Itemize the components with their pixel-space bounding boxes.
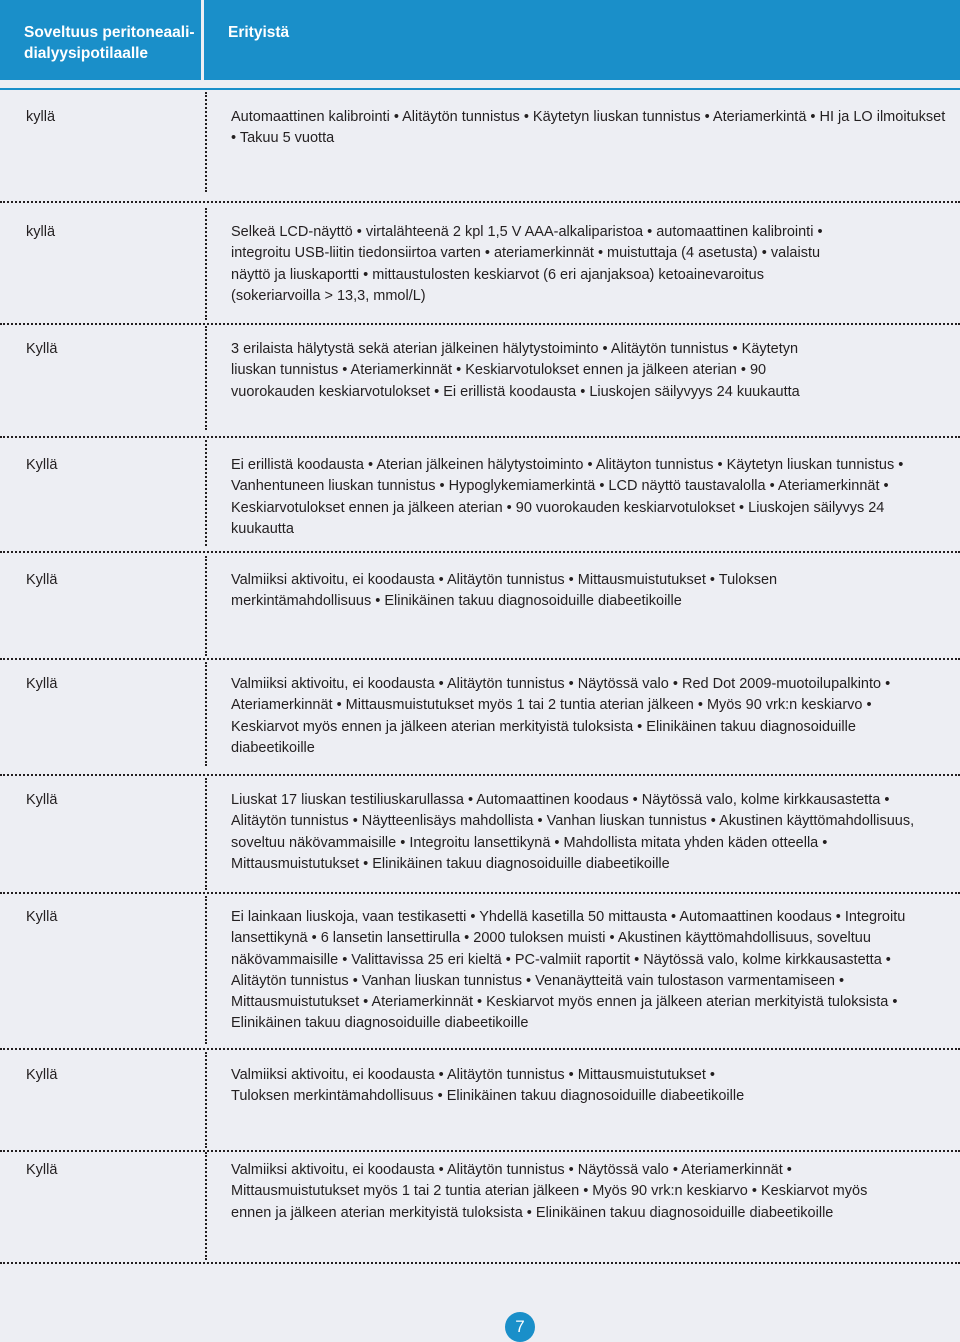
suitability-cell: kyllä: [26, 224, 56, 240]
suitability-cell: Kyllä: [26, 909, 58, 925]
row-divider: [0, 201, 960, 203]
header-special: Erityistä: [204, 0, 960, 80]
suitability-cell: Kyllä: [26, 341, 58, 357]
header-divider: [0, 88, 960, 90]
header-suitability-line1: Soveltuus peritoneaali-: [24, 24, 195, 41]
column-divider: [205, 1052, 207, 1148]
suitability-cell: kyllä: [26, 109, 56, 125]
suitability-cell: Kyllä: [26, 457, 58, 473]
features-cell: Ei lainkaan liuskoja, vaan testikasetti • Yhdellä kasetilla 50 mittausta • Automaattinen koodaus • Integroitu lansettikynä • 6 lansetin lansettirulla • 2000 tuloksen muisti • Akustinen käyttömahdollisuus, soveltuu näkövammaisille • Valittavissa 25 eri kieltä • PC-valmiit raportit • Näytössä valo, kolme kirkkausastetta • Alitäytön tunnistus • Vanhan liuskan tunnistus • Venanäytteitä vain tulostason varmentamiseen • Mittausmuistutukset • Ateriamerkinnät • Keskiarvot myös ennen ja jälkeen aterian merkityistä tuloksista • Elinikäinen takuu diagnosoiduille diabeetikoille: [231, 909, 906, 1032]
suitability-cell: Kyllä: [26, 676, 58, 692]
row-divider: [0, 892, 960, 894]
column-divider: [205, 662, 207, 766]
row-divider: [0, 774, 960, 776]
suitability-cell: Kyllä: [26, 1162, 58, 1178]
suitability-cell: Kyllä: [26, 792, 58, 808]
features-cell: Valmiiksi aktivoitu, ei koodausta • Alitäytön tunnistus • Näytössä valo • Ateriamerkinnät • Mittausmuistutukset myös 1 tai 2 tuntia aterian jälkeen • Myös 90 vrk:n keskiarvo • Keskiarvot myös ennen ja jälkeen aterian merkityistä tuloksista • Elinikäinen takuu diagnosoiduille diabeetikoille: [231, 1162, 868, 1221]
features-cell: 3 erilaista hälytystä sekä aterian jälkeinen hälytystoiminto • Alitäytön tunnistus • Käytetyn liuskan tunnistus • Ateriamerkinnät • Keskiarvotulokset ennen ja jälkeen aterian • 90 vuorokauden keskiarvotulokset • Ei erillistä koodausta • Liuskojen säilyvyys 24 kuukautta: [231, 341, 800, 400]
column-divider: [205, 1152, 207, 1260]
row-divider: [0, 1048, 960, 1050]
header-suitability-line2: dialyysipotilaalle: [24, 45, 149, 62]
header-suitability: [0, 0, 201, 80]
features-cell: Valmiiksi aktivoitu, ei koodausta • Alitäytön tunnistus • Mittausmuistutukset • Tuloksen merkintämahdollisuus • Elinikäinen takuu diagnosoiduille diabeetikoille: [231, 1067, 745, 1105]
column-divider: [205, 778, 207, 890]
row-divider: [0, 551, 960, 553]
features-cell: Liuskat 17 liuskan testiliuskarullassa • Automaattinen koodaus • Näytössä valo, kolme kirkkausastetta • Alitäytön tunnistus • Näytteenlisäys mahdollista • Vanhan liuskan tunnistus • Akustinen käyttömahdollisuus, soveltuu näkövammaisille • Integroitu lansettikynä • Mahdollista mitata yhden käden otteella • Mittausmuistutukset • Elinikäinen takuu diagnosoiduille diabeetikoille: [231, 792, 915, 872]
row-divider: [0, 1262, 960, 1264]
row-divider: [0, 323, 960, 325]
page-number: 7: [505, 1312, 535, 1342]
column-divider: [205, 92, 207, 192]
features-cell: Ei erillistä koodausta • Aterian jälkeinen hälytystoiminto • Alitäyton tunnistus • Käytetyn liuskan tunnistus • Vanhentuneen liuskan tunnistus • Hypoglykemiamerkintä • LCD näyttö taustavalolla • Ateriamerkinnät • Keskiarvotulokset ennen ja jälkeen aterian • 90 vuorokauden keskiarvotulokset • Liuskojen säilyvys 24 kuukautta: [231, 457, 904, 537]
column-divider: [205, 208, 207, 320]
table-header: [0, 0, 960, 80]
row-divider: [0, 1150, 960, 1152]
column-divider: [205, 326, 207, 430]
suitability-cell: Kyllä: [26, 1067, 58, 1083]
features-cell: Automaattinen kalibrointi • Alitäytön tunnistus • Käytetyn liuskan tunnistus • Ateriamerkintä • HI ja LO ilmoitukset • Takuu 5 vuotta: [231, 109, 946, 147]
features-cell: Selkeä LCD-näyttö • virtalähteenä 2 kpl 1,5 V AAA-alkaliparistoa • automaattinen kalibrointi • integroitu USB-liitin tiedonsiirtoa varten • ateriamerkinnät • muistuttaja (4 asetusta) • valaistu näyttö ja liuskaportti • mittaustulosten keskiarvot (6 eri ajanjaksoa) ketoainevaroitus (sokeriarvoilla > 13,3, mmol/L): [231, 224, 823, 304]
features-cell: Valmiiksi aktivoitu, ei koodausta • Alitäytön tunnistus • Näytössä valo • Red Dot 2009-muotoilupalkinto • Ateriamerkinnät • Mittausmuistutukset myös 1 tai 2 tuntia aterian jälkeen • Myös 90 vrk:n keskiarvo • Keskiarvot myös ennen ja jälkeen aterian merkityistä tuloksista • Elinikäinen takuu diagnosoiduille diabeetikoille: [231, 676, 891, 756]
column-divider: [205, 896, 207, 1044]
column-divider: [205, 556, 207, 656]
row-divider: [0, 658, 960, 660]
row-divider: [0, 436, 960, 438]
column-divider: [205, 440, 207, 546]
suitability-cell: Kyllä: [26, 572, 58, 588]
features-cell: Valmiiksi aktivoitu, ei koodausta • Alitäytön tunnistus • Mittausmuistutukset • Tuloksen merkintämahdollisuus • Elinikäinen takuu diagnosoiduille diabeetikoille: [231, 572, 778, 610]
